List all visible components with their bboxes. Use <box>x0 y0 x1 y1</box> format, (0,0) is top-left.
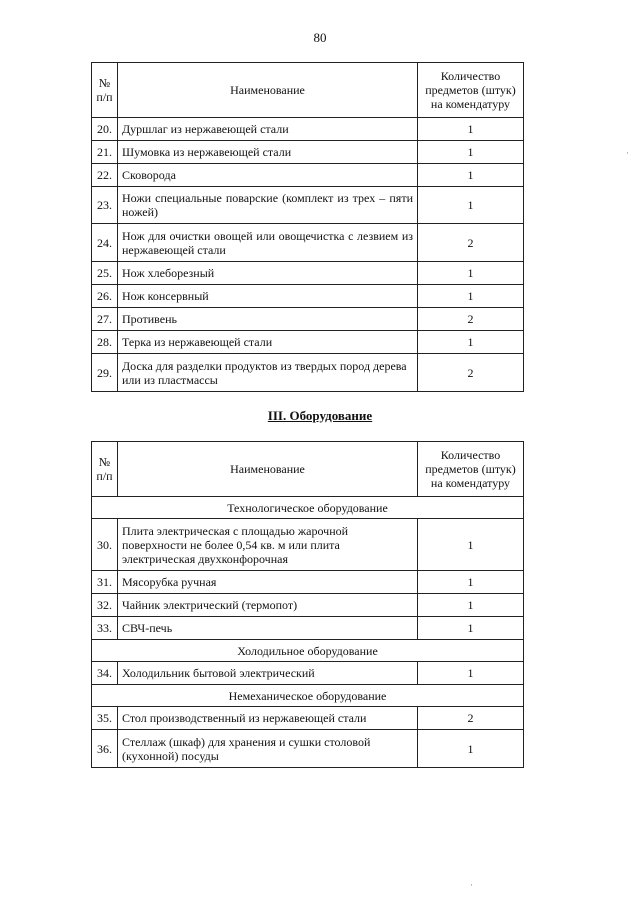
group-title: Немеханическое оборудование <box>92 685 524 707</box>
group-row <box>92 640 524 662</box>
row-name: Стеллаж (шкаф) для хранения и сушки столовой (кухонной) посуды <box>118 730 418 768</box>
row-num: 22. <box>92 164 118 187</box>
table-row <box>92 662 524 685</box>
row-num: 24. <box>92 224 118 262</box>
row-qty: 1 <box>418 164 524 187</box>
row-qty: 1 <box>418 187 524 224</box>
row-num: 34. <box>92 662 118 685</box>
group-row <box>92 685 524 707</box>
row-qty: 2 <box>418 707 524 730</box>
table-row <box>92 331 524 354</box>
section-title: III. Оборудование <box>267 408 373 423</box>
scan-speck: · <box>470 880 473 890</box>
row-name: Мясорубка ручная <box>118 571 418 594</box>
row-num: 21. <box>92 141 118 164</box>
row-qty: 1 <box>418 141 524 164</box>
equipment-table <box>91 441 524 768</box>
row-num: 20. <box>92 118 118 141</box>
row-num: 25. <box>92 262 118 285</box>
header-qty-line: на комендатуру <box>430 476 511 490</box>
row-qty: 1 <box>418 730 524 768</box>
row-qty: 1 <box>418 617 524 640</box>
table-row <box>92 617 524 640</box>
row-num: 33. <box>92 617 118 640</box>
header-name: Наименование <box>118 63 418 118</box>
group-title: Холодильное оборудование <box>92 640 524 662</box>
row-name: Холодильник бытовой электрический <box>118 662 418 685</box>
table-row <box>92 118 524 141</box>
table-row <box>92 285 524 308</box>
row-name: Нож для очистки овощей или овощечистка с лезвием из нержавеющей стали <box>118 224 418 262</box>
table-row <box>92 519 524 571</box>
row-qty: 1 <box>418 262 524 285</box>
table-row <box>92 224 524 262</box>
row-qty: 1 <box>418 331 524 354</box>
row-name: Плита электрическая с площадью жарочной поверхности не более 0,54 кв. м или плита электрическая двухконфорочная <box>118 519 418 571</box>
header-qty <box>418 442 524 497</box>
row-name: Нож хлеборезный <box>118 262 418 285</box>
row-num: 27. <box>92 308 118 331</box>
row-name: Дуршлаг из нержавеющей стали <box>118 118 418 141</box>
header-qty-line: на комендатуру <box>430 97 511 111</box>
table-row <box>92 707 524 730</box>
table-row <box>92 164 524 187</box>
row-num: 31. <box>92 571 118 594</box>
group-row <box>92 497 524 519</box>
row-qty: 2 <box>418 354 524 392</box>
header-name: Наименование <box>118 442 418 497</box>
header-qty <box>418 63 524 118</box>
table-row <box>92 262 524 285</box>
row-name: Чайник электрический (термопот) <box>118 594 418 617</box>
row-name: Нож консервный <box>118 285 418 308</box>
row-num: 29. <box>92 354 118 392</box>
group-title: Технологическое оборудование <box>92 497 524 519</box>
table-row <box>92 730 524 768</box>
table-header-row <box>92 442 524 497</box>
row-name: Стол производственный из нержавеющей стали <box>118 707 418 730</box>
table-row <box>92 571 524 594</box>
scan-speck: · <box>626 148 629 158</box>
table-row <box>92 141 524 164</box>
header-qty-line: Количество <box>440 448 501 462</box>
row-qty: 1 <box>418 118 524 141</box>
row-name: Противень <box>118 308 418 331</box>
header-num: № п/п <box>92 442 118 497</box>
row-qty: 1 <box>418 594 524 617</box>
row-name: СВЧ-печь <box>118 617 418 640</box>
row-qty: 1 <box>418 662 524 685</box>
row-num: 30. <box>92 519 118 571</box>
table-header-row <box>92 63 524 118</box>
row-name: Сковорода <box>118 164 418 187</box>
table-row <box>92 594 524 617</box>
header-num: № п/п <box>92 63 118 118</box>
row-qty: 1 <box>418 519 524 571</box>
row-num: 28. <box>92 331 118 354</box>
header-qty-line: предметов (штук) <box>425 83 516 97</box>
row-name: Доска для разделки продуктов из твердых пород дерева или из пластмассы <box>118 354 418 392</box>
row-num: 23. <box>92 187 118 224</box>
header-qty-line: Количество <box>440 69 501 83</box>
header-qty-line: предметов (штук) <box>425 462 516 476</box>
table-row <box>92 187 524 224</box>
row-num: 35. <box>92 707 118 730</box>
row-name: Шумовка из нержавеющей стали <box>118 141 418 164</box>
row-qty: 1 <box>418 571 524 594</box>
table-row <box>92 308 524 331</box>
row-num: 32. <box>92 594 118 617</box>
row-name: Терка из нержавеющей стали <box>118 331 418 354</box>
page-number: 80 <box>313 30 327 45</box>
row-num: 36. <box>92 730 118 768</box>
row-name: Ножи специальные поварские (комплект из трех – пяти ножей) <box>118 187 418 224</box>
row-qty: 2 <box>418 308 524 331</box>
utensils-table <box>91 62 524 392</box>
row-qty: 1 <box>418 285 524 308</box>
row-num: 26. <box>92 285 118 308</box>
row-qty: 2 <box>418 224 524 262</box>
table-row <box>92 354 524 392</box>
